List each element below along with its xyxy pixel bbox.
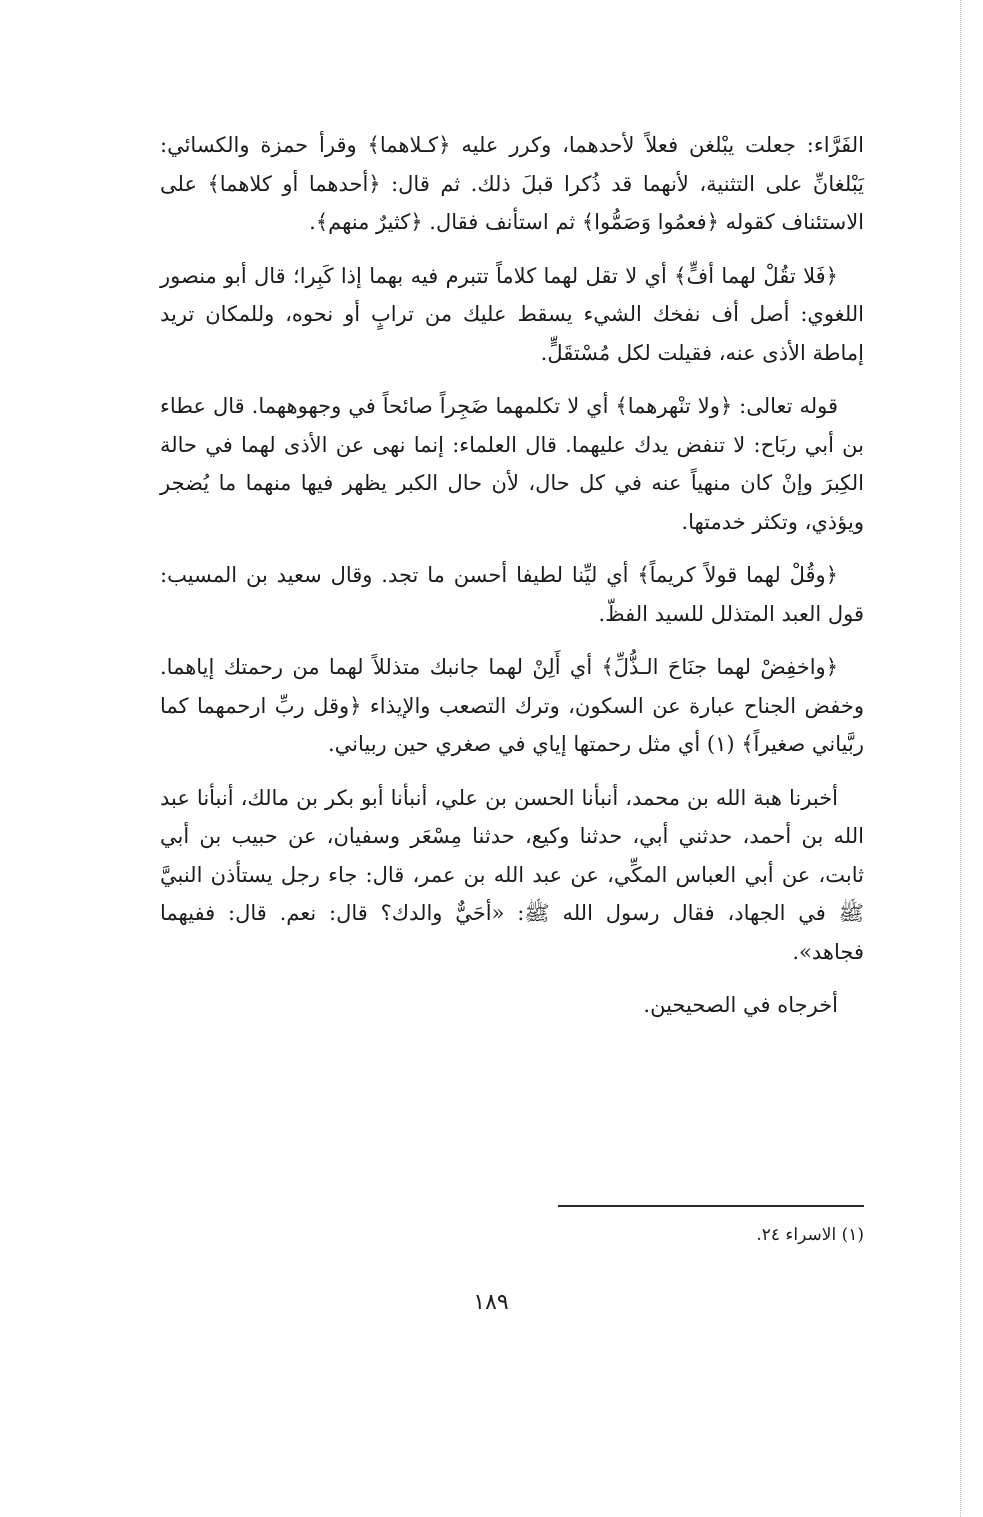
paragraph-7: أخرجاه في الصحيحين. xyxy=(643,993,838,1017)
paragraph-3: قوله تعالى: ﴿ولا تنْهرهما﴾ أي لا تكلمهما ضَجِراً صائحاً في وجهوههما. قال عطاء بن أبي ربَاح: لا تنفض يدك عليهما. قال العلماء: إنما نهى عن الأذى لهما في حالة الكِبرَ وإنْ كان منهياً عنه في كل حال، لأن حال الكبر يظهر فيها منهما ما يُضجر ويؤذي، وتكثر خدمتها. xyxy=(160,394,864,534)
footnote-divider xyxy=(558,1205,864,1207)
paragraph-4: ﴿وقُلْ لهما قولاً كريماً﴾ أي ليِّنا لطيفا أحسن ما تجد. وقال سعيد بن المسيب: قول العبد المتذلل للسيد الفظّ. xyxy=(160,563,864,626)
paragraph-5: ﴿واخفِضْ لهما جنَاحَ الـذُّلِّ﴾ أي أَلِنْ لهما جانبك متذللاً لهما من رحمتك إياهما. وخفض الجناح عبارة عن السكون، وترك التصعب والإيذاء ﴿وقل ربِّ ارحمهما كما ربَّياني صغيراً﴾ (١) أي مثل رحمتها إياي في صغري حين ربياني. xyxy=(160,655,864,756)
main-text xyxy=(160,126,864,1040)
scan-edge-divider xyxy=(960,0,961,1517)
paragraph-6: أخبرنا هبة الله بن محمد، أنبأنا الحسن بن علي، أنبأنا أبو بكر بن مالك، أنبأنا عبد الله بن أحمد، حدثني أبي، حدثنا وكيع، حدثنا مِسْعَر وسفيان، عن حبيب بن أبي ثابت، عن أبي العباس المكِّي، عن عبد الله بن عمر، قال: جاء رجل يستأذن النبيَّ ﷺ في الجهاد، فقال رسول الله ﷺ: «أحَيٌّ والدك؟ قال: نعم. قال: ففيهما فجاهد». xyxy=(160,785,864,964)
paragraph-1: الفَرَّاء: جعلت يبْلغن فعلاً لأحدهما، وكرر عليه ﴿كـلاهما﴾ وقرأ حمزة والكسائي: يَبْلغانِّ على التثنية، لأنهما قد ذُكرا قبلَ ذلك. ثم قال: ﴿أحدهما أو كلاهما﴾ على الاستئناف كقوله ﴿فعمُوا وَصَمُّوا﴾ ثم استأنف فقال. ﴿كثيرٌ منهم﴾. xyxy=(160,133,864,234)
paragraph-2: ﴿فَلا تقُلْ لهما أفٍّ﴾ أي لا تقل لهما كلاماً تتبرم فيه بهما إذا كَبِرا؛ قال أبو منصور اللغوي: أصل أف نفخك الشيء يسقط عليك من ترابٍ أو نحوه، وللمكان تريد إماطة الأذى عنه، فقيلت لكل مُسْتقَلٍّ. xyxy=(160,263,864,365)
footnote: (١) الاسراء ٢٤. xyxy=(756,1225,864,1245)
page-number: ١٨٩ xyxy=(473,1290,509,1315)
